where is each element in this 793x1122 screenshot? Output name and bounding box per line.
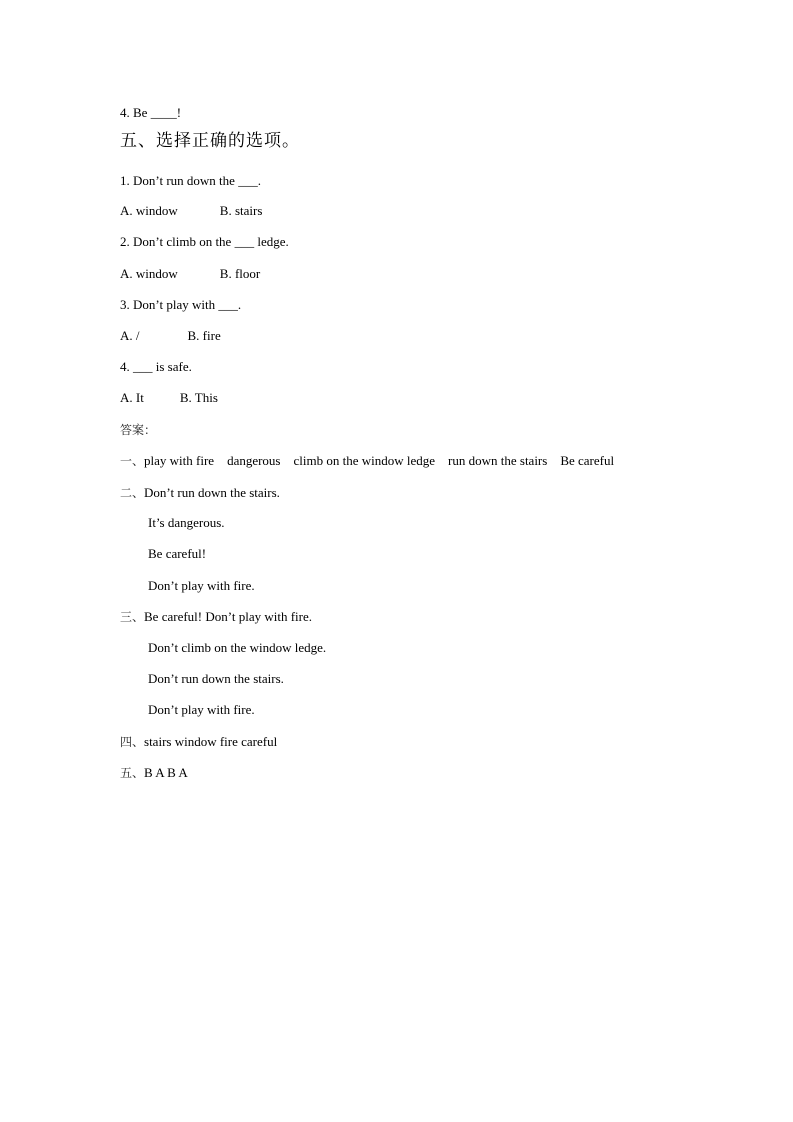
answer-section-3-line-4: Don’t play with fire.: [148, 702, 255, 717]
answer-section-3-line-2: Don’t climb on the window ledge.: [148, 640, 327, 655]
answer-section-3-line-1: [120, 609, 312, 625]
answer-section-3-line-3: Don’t run down the stairs.: [148, 671, 284, 686]
option-b: B. This: [179, 390, 218, 405]
answer-section-2-line-4: Don’t play with fire.: [148, 578, 255, 593]
answer-section-2-line-1: [120, 485, 280, 501]
question-3: 3. Don’t play with ___.: [120, 297, 242, 312]
answer-item: Be careful: [560, 453, 615, 468]
answer-section-2-line-2: It’s dangerous.: [148, 515, 225, 530]
question-1-options: [120, 203, 262, 219]
question-2: 2. Don’t climb on the ___ ledge.: [120, 234, 289, 249]
answer-prefix: 三、: [120, 610, 145, 624]
answer-item: climb on the window ledge: [293, 453, 436, 468]
answer-item: dangerous: [227, 453, 281, 468]
question-4: 4. ___ is safe.: [120, 359, 192, 374]
option-b: B. fire: [187, 328, 221, 343]
option-a: A. window: [120, 203, 178, 218]
answer-section-2-line-3: Be careful!: [148, 546, 207, 561]
option-b: B. stairs: [219, 203, 263, 218]
option-a: A. window: [120, 266, 178, 281]
question-4-options: [120, 390, 218, 406]
answer-line: Be careful! Don’t play with fire.: [144, 609, 312, 624]
option-a: A. /: [120, 328, 140, 343]
answer-text: B A B A: [144, 765, 188, 780]
answer-text: stairs window fire careful: [144, 734, 278, 749]
answer-line: Don’t run down the stairs.: [144, 485, 280, 500]
answer-prefix: 一、: [120, 454, 145, 468]
answers-label: 答案：: [120, 423, 157, 437]
question-1: 1. Don’t run down the ___.: [120, 173, 261, 188]
answer-prefix: 四、: [120, 735, 145, 749]
answer-item: run down the stairs: [448, 453, 548, 468]
question-2-options: [120, 266, 260, 282]
fill-blank-item-4: 4. Be ____!: [120, 105, 182, 120]
answer-section-1: [120, 453, 614, 469]
option-b: B. floor: [219, 266, 261, 281]
answer-prefix: 二、: [120, 486, 145, 500]
answer-section-5: [120, 765, 188, 781]
answer-prefix: 五、: [120, 766, 145, 780]
answer-section-4: [120, 734, 277, 750]
option-a: A. It: [120, 390, 144, 405]
section-5-heading: 五、选择正确的选项。: [120, 131, 300, 151]
question-3-options: [120, 328, 221, 344]
answer-item: play with fire: [144, 453, 215, 468]
